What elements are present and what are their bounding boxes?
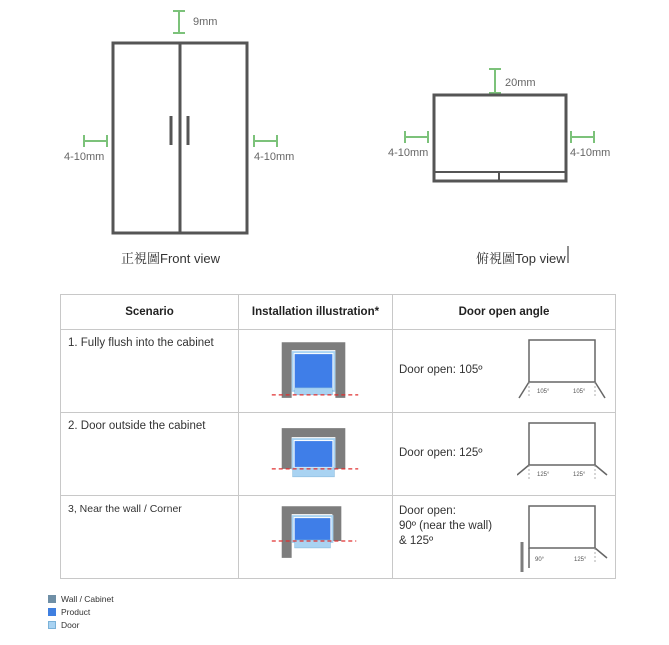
top-right-gap-label: 4-10mm — [570, 147, 611, 159]
table-header-row — [61, 295, 616, 330]
door-open-multiline — [399, 504, 492, 549]
scenario-cell — [61, 330, 239, 413]
wall-swatch — [48, 595, 56, 603]
scenario-text: 3, Near the wall / Corner — [68, 503, 182, 515]
scenario-cell — [61, 496, 239, 579]
left-angle-label: 125° — [537, 472, 550, 478]
legend-item-wall — [48, 594, 114, 604]
illustration-cell — [239, 496, 393, 579]
door-open-line: & 125º — [399, 535, 434, 547]
left-angle-label: 90° — [535, 557, 545, 563]
front-right-gap-label: 4-10mm — [254, 151, 295, 163]
door-swatch — [48, 621, 56, 629]
front-right-gap-marker — [254, 135, 277, 147]
door-angle-cell — [393, 330, 616, 413]
top-left-gap-label: 4-10mm — [388, 147, 429, 159]
flush-cabinet-illustration — [239, 330, 392, 412]
product-swatch — [48, 608, 56, 616]
front-top-gap-label: 9mm — [193, 16, 218, 28]
door-angle-diagram — [517, 502, 609, 574]
legend-item-product — [48, 607, 90, 617]
table-row — [61, 330, 616, 413]
right-angle-label: 125° — [574, 557, 587, 563]
scenario-cell — [61, 413, 239, 496]
top-fridge-body — [434, 95, 566, 181]
header-scenario: Scenario — [61, 295, 239, 330]
right-angle-label: 105° — [573, 389, 586, 395]
door-open-text: Door open: 125º — [399, 447, 483, 459]
front-top-gap-marker — [173, 11, 185, 33]
near-wall-illustration — [239, 496, 392, 578]
illustration-cell — [239, 413, 393, 496]
door-angle-cell — [393, 413, 616, 496]
top-top-gap-label: 20mm — [505, 77, 536, 89]
door-angle-diagram — [517, 419, 609, 491]
front-left-gap-label: 4-10mm — [64, 151, 105, 163]
top-right-gap-marker — [571, 131, 594, 143]
right-angle-label: 125° — [573, 472, 586, 478]
header-illustration: Installation illustration* — [239, 295, 393, 330]
table-row — [61, 496, 616, 579]
legend-item-door — [48, 620, 79, 630]
scenario-text: 1. Fully flush into the cabinet — [68, 337, 214, 349]
legend-label: Product — [61, 607, 91, 617]
door-open-text: Door open: 105º — [399, 364, 483, 376]
top-top-gap-marker — [489, 69, 501, 93]
front-view-drawing — [0, 0, 669, 290]
door-open-line: 90º (near the wall) — [399, 520, 493, 532]
door-outside-illustration — [239, 413, 392, 495]
legend-label: Wall / Cabinet — [61, 594, 114, 604]
door-open-line: Door open: — [399, 505, 456, 517]
door-angle-diagram — [517, 336, 609, 408]
door-angle-cell — [393, 496, 616, 579]
front-view-caption: 正視圖Front view — [121, 251, 220, 266]
top-view-caption: 俯視圖Top view — [476, 251, 566, 266]
front-left-gap-marker — [84, 135, 107, 147]
table-row — [61, 413, 616, 496]
installation-table — [60, 294, 616, 579]
scenario-text: 2. Door outside the cabinet — [68, 420, 206, 432]
legend-label: Door — [61, 620, 80, 630]
illustration-cell — [239, 330, 393, 413]
left-angle-label: 105° — [537, 389, 550, 395]
header-door-angle: Door open angle — [393, 295, 616, 330]
top-left-gap-marker — [405, 131, 428, 143]
